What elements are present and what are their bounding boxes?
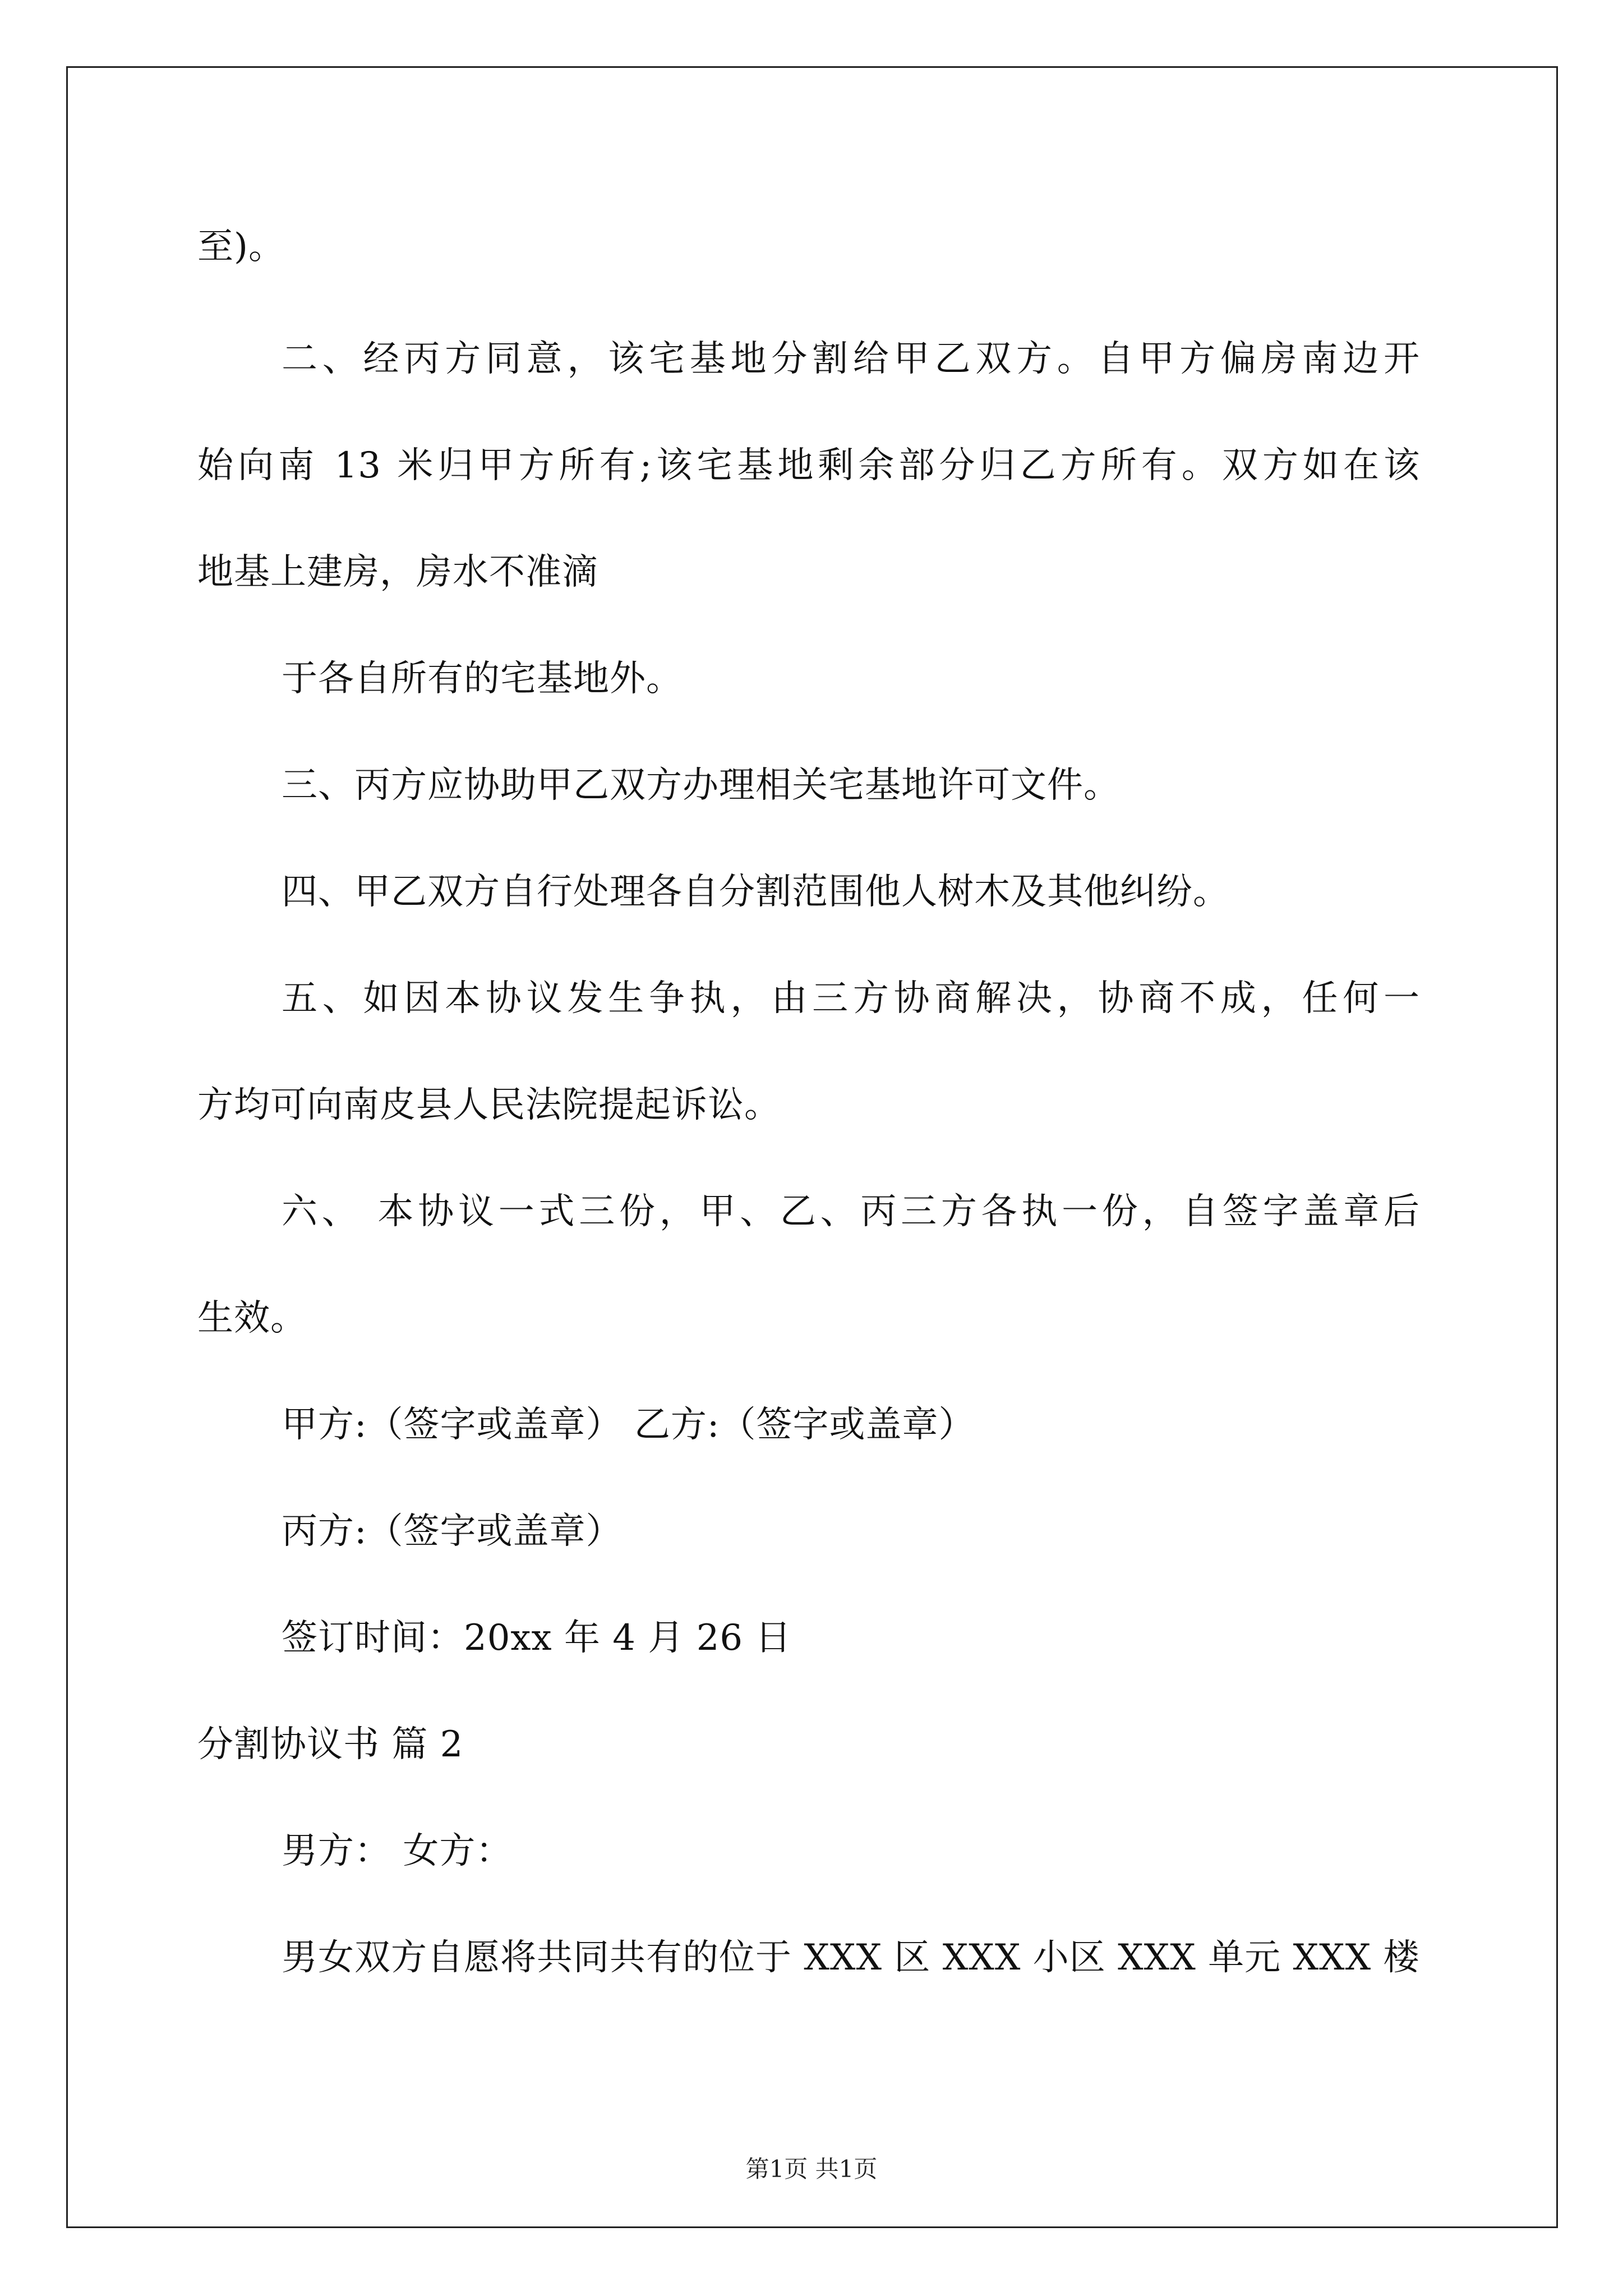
page-border — [66, 66, 1558, 2228]
text-line-12: 甲方:（签字或盖章） 乙方:（签字或盖章） — [282, 1404, 975, 1446]
text-line-14: 签订时间：20xx 年 4 月 26 日 — [282, 1617, 792, 1659]
text-line-8: 五、如因本协议发生争执，由三方协商解决，协商不成，任何一 — [282, 978, 1420, 1019]
text-line-9: 方均可向南皮县人民法院提起诉讼。 — [197, 1084, 781, 1126]
text-line-1: 至)。 — [197, 226, 285, 268]
text-line-2: 二、经丙方同意，该宅基地分割给甲乙双方。自甲方偏房南边开 — [282, 338, 1420, 380]
text-line-10: 六、 本协议一式三份，甲、乙、丙三方各执一份，自签字盖章后 — [282, 1191, 1420, 1232]
text-line-4: 地基上建房，房水不准滴 — [197, 551, 598, 593]
page-footer: 第1页 共1页 — [745, 2155, 878, 2183]
text-line-11: 生效。 — [197, 1297, 307, 1339]
text-line-16: 男方： 女方： — [282, 1830, 513, 1872]
text-line-7: 四、甲乙双方自行处理各自分割范围他人树木及其他纠纷。 — [282, 871, 1229, 913]
text-line-13: 丙方:（签字或盖章） — [282, 1511, 623, 1552]
text-line-5: 于各自所有的宅基地外。 — [282, 658, 683, 700]
text-line-6: 三、丙方应协助甲乙双方办理相关宅基地许可文件。 — [282, 765, 1120, 806]
text-line-3: 始向南 13 米归甲方所有;该宅基地剩余部分归乙方所有。双方如在该 — [197, 445, 1420, 486]
text-line-17: 男女双方自愿将共同共有的位于 XXX 区 XXX 小区 XXX 单元 XXX 楼 — [282, 1937, 1420, 1978]
section-heading: 分割协议书 篇 2 — [197, 1724, 464, 1765]
